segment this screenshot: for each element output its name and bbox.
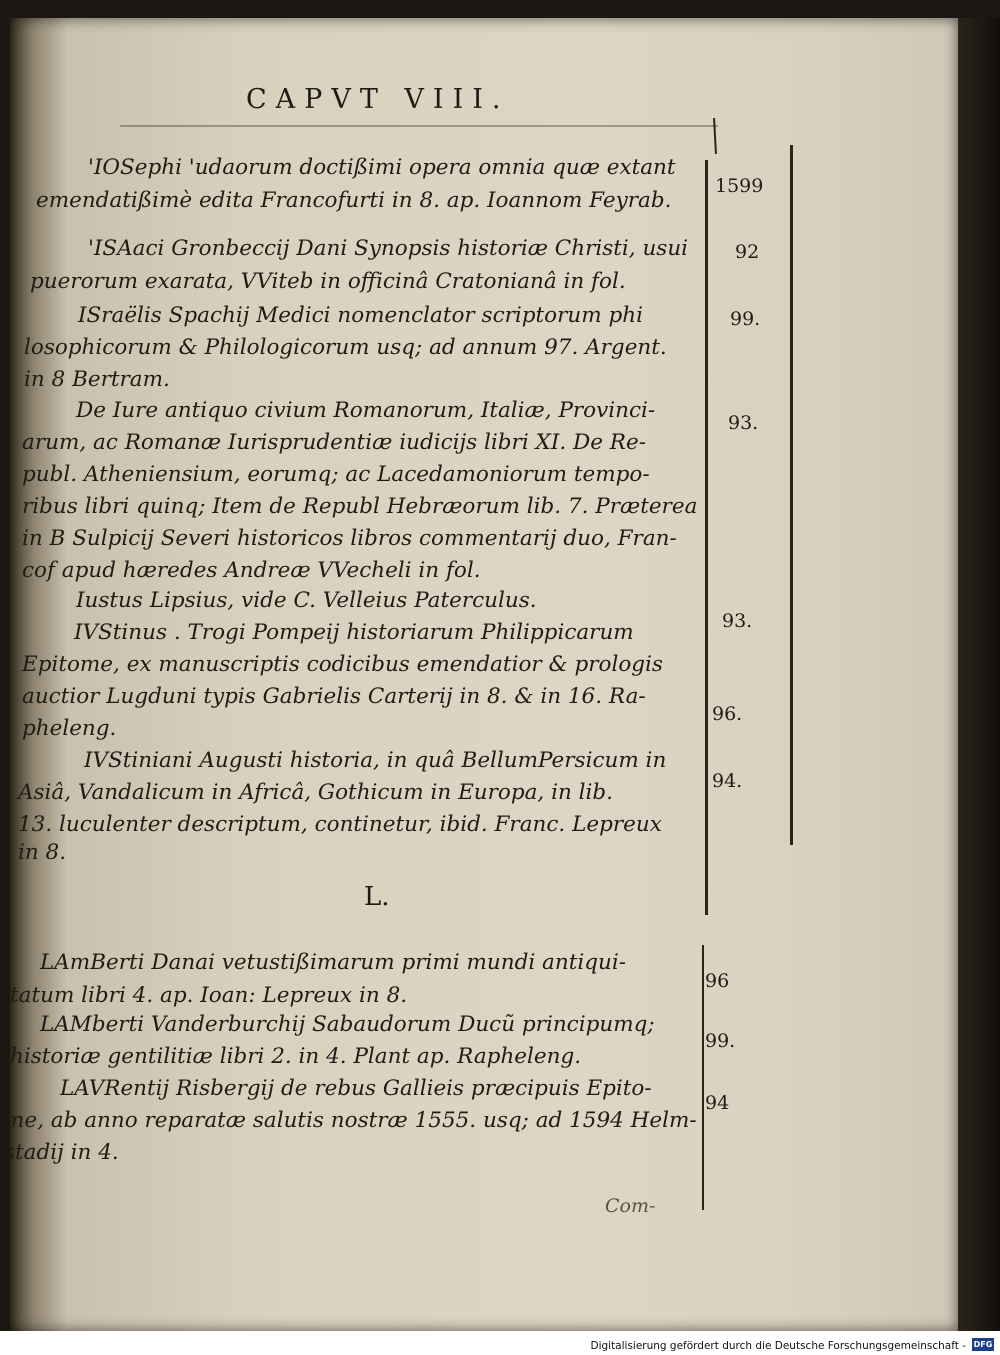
margin-rule-lower [702,945,704,1210]
entry-year: 99. [730,308,761,330]
catchword: Com- [605,1195,656,1217]
entry-line: arum, ac Romanæ Iurisprudentiæ iudiciјs libri XI. De Re- [22,430,646,455]
digitization-credit: Digitalisierung gefördert durch die Deutsche Forschungsgemeinschaft - [590,1340,966,1352]
entry-line: LAVRentij Risbergij de rebus Gallieis præcipuis Epito- [60,1076,652,1101]
margin-rule-right [790,145,793,845]
book-edge [958,18,1000,1331]
entry-line: De Iure antiquo civium Romanorum, Italiæ, Provinci- [76,398,656,423]
entry-line: IVStinus . Trogi Pompeij historiarum Philippicarum [74,620,634,645]
entry-year: 99. [705,1030,736,1052]
entry-line: auctior Lugduni typis Gabrielis Carteriј in 8. & in 16. Ra- [22,684,646,709]
margin-rule-left [705,160,708,915]
entry-line: 'IOSephi 'udaorum doctißimi opera omnia quæ extant [88,155,676,180]
entry-line: puerorum exarata, VViteb in officinâ Cratonianâ in fol. [30,269,626,294]
entry-year: 94. [712,770,743,792]
entry-year: 1599 [715,175,764,197]
entry-line: LAMberti Vanderburchij Sabaudorum Ducũ principumq; [40,1012,655,1037]
entry-year: 96 [705,970,730,992]
dfg-logo: DFG [973,1340,993,1349]
entry-year: 94 [705,1092,730,1114]
page-header: CAPVT VIII. [246,84,510,115]
entry-line: losophicorum & Philologicorum usq; ad annum 97. Argent. [24,335,667,360]
entry-year: 96. [712,703,743,725]
entry-line: Iustus Lipsius, vide C. Velleius Paterculus. [76,588,537,613]
entry-line: ISraëlis Spachij Medici nomenclator scriptorum phi [78,303,643,328]
entry-line: in 8 Bertram. [24,367,170,392]
entry-line: in B Sulpiciј Severi historicos libros commentarij duo, Fran- [22,526,677,551]
entry-line: tatum libri 4. ap. Ioan: Lepreux in 8. [10,983,408,1008]
entry-year: 93. [728,412,759,434]
entry-year: 92 [735,241,760,263]
section-letter: L. [364,882,390,912]
entry-line: ribus libri quinq; Item de Republ Hebræorum lib. 7. Præterea [22,494,698,519]
entry-line: 13. luculenter descriptum, continetur, ibid. Franc. Lepreux [18,812,662,837]
entry-line: stadij in 4. [4,1140,119,1165]
entry-line: publ. Atheniensium, eorumq; ac Lacedamoniorum tempo- [22,462,650,487]
entry-line: LAmBerti Danai vetustißimarum primi mundi antiqui- [40,950,626,975]
entry-line: IVStiniani Augusti historia, in quâ BellumPersicum in [84,748,667,773]
entry-line: 'ISAaci Gronbecciј Dani Synopsis historiæ Christi, usui [88,236,689,261]
entry-line: Epitome, ex manuscriptis codicibus emendatior & prologis [22,652,663,677]
entry-year: 93. [722,610,753,632]
entry-line: emendatißimè edita Francofurti in 8. ap. Ioannom Feyrab. [36,188,672,213]
entry-line: pheleng. [22,716,117,741]
entry-line: Asiâ, Vandalicum in Africâ, Gothicum in Europa, in lib. [18,780,613,805]
entry-line: me, ab anno reparatæ salutis nostræ 1555. usq; ad 1594 Helm- [4,1108,697,1133]
entry-line: historiæ gentilitiæ libri 2. in 4. Plant ap. Rapheleng. [10,1044,582,1069]
entry-line: in 8. [18,840,67,865]
header-rule [120,125,718,127]
entry-line: cof apud hæredes Andreæ VVecheli in fol. [22,558,481,583]
